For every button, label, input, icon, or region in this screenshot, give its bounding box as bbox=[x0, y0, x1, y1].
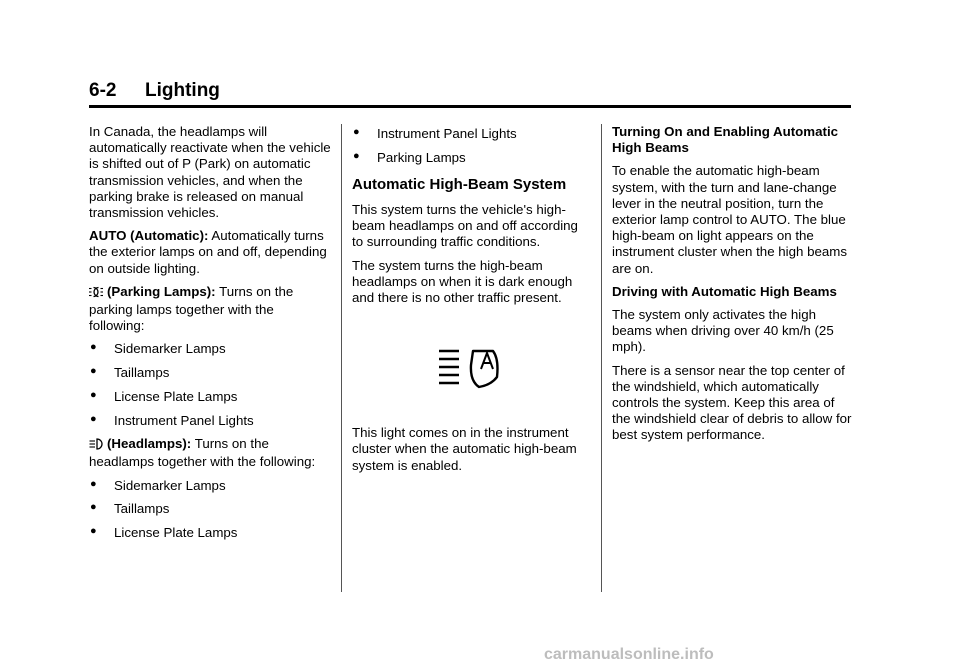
subheading-driving: Driving with Automatic High Beams bbox=[612, 283, 837, 299]
auto-high-beam-icon bbox=[437, 347, 507, 393]
sensor-paragraph: There is a sensor near the top center of the windshield, which automatically controls the system. Keep this area of the windshield clear of debris to allow for best system performance. bbox=[612, 362, 852, 443]
bullet-icon: ● bbox=[90, 525, 97, 538]
parking-lamps-text: Turns on the parking lamps together with the following: bbox=[89, 283, 294, 334]
parking-lamps-label: (Parking Lamps): bbox=[107, 283, 216, 299]
column-1 bbox=[89, 124, 331, 549]
auto-paragraph bbox=[89, 228, 331, 277]
list-item: ● License Plate Lamps bbox=[90, 525, 238, 541]
section-heading: Automatic High-Beam System bbox=[352, 175, 567, 193]
bullet-icon: ● bbox=[353, 149, 360, 162]
list-item: ● Taillamps bbox=[90, 501, 170, 517]
indicator-figure bbox=[352, 313, 592, 425]
driving-paragraph: The system only activates the high beams when driving over 40 km/h (25 mph). bbox=[612, 307, 834, 355]
auto-label: AUTO (Automatic): bbox=[89, 228, 209, 244]
headlamps-label: (Headlamps): bbox=[107, 436, 192, 452]
list-item: ● License Plate Lamps bbox=[90, 388, 238, 404]
headlamps-text: Turns on the headlamps together with the following: bbox=[89, 436, 316, 470]
page-header bbox=[89, 80, 851, 108]
headlamps-icon bbox=[89, 438, 103, 454]
column-divider bbox=[341, 124, 342, 592]
watermark: carmanualsonline.info bbox=[544, 646, 714, 663]
column-3 bbox=[612, 124, 852, 451]
list-item: ● Instrument Panel Lights bbox=[353, 126, 517, 141]
parking-lamps-icon bbox=[89, 286, 103, 302]
subheading-enabling: Turning On and Enabling Automatic High Beams bbox=[612, 124, 839, 156]
bullet-icon: ● bbox=[90, 477, 97, 490]
bullet-icon: ● bbox=[90, 501, 97, 514]
list-item: ● Parking Lamps bbox=[353, 149, 466, 165]
parking-lamps-paragraph bbox=[89, 284, 331, 335]
headlamps-paragraph bbox=[89, 436, 331, 470]
column-2 bbox=[352, 126, 592, 481]
enabling-paragraph: To enable the automatic high-beam system, with the turn and lane-change lever in the neutral position, turn the exterior lamp control to AUTO. The blue high-beam on light appears on the instrument cluster when the high beams are on. bbox=[612, 163, 848, 276]
system-paragraph-1: This system turns the vehicle's high-beam headlamps on and off according to surrounding traffic conditions. bbox=[352, 201, 578, 250]
bullet-icon: ● bbox=[353, 126, 360, 138]
list-item: ● Taillamps bbox=[90, 365, 170, 381]
list-item: ● Sidemarker Lamps bbox=[90, 477, 226, 493]
list-item: ● Instrument Panel Lights bbox=[90, 412, 254, 428]
bullet-icon: ● bbox=[90, 388, 97, 401]
auto-text: Automatically turns the exterior lamps on and off, depending on outside lighting. bbox=[89, 228, 327, 276]
section-title: Lighting bbox=[145, 80, 220, 101]
canada-paragraph: In Canada, the headlamps will automatically reactivate when the vehicle is shifted out of P (Park) on automatic transmission vehicles, and when the parking brake is released on manual transmission vehicles. bbox=[89, 124, 331, 221]
list-item: ● Sidemarker Lamps bbox=[90, 341, 226, 357]
bullet-icon: ● bbox=[90, 412, 97, 425]
bullet-icon: ● bbox=[90, 365, 97, 378]
bullet-icon: ● bbox=[90, 341, 97, 354]
indicator-paragraph: This light comes on in the instrument cluster when the automatic high-beam system is enabled. bbox=[352, 425, 577, 473]
column-divider bbox=[601, 124, 602, 592]
system-paragraph-2: The system turns the high-beam headlamps on when it is dark enough and there is no other traffic present. bbox=[352, 257, 573, 305]
section-number: 6-2 bbox=[89, 80, 117, 101]
